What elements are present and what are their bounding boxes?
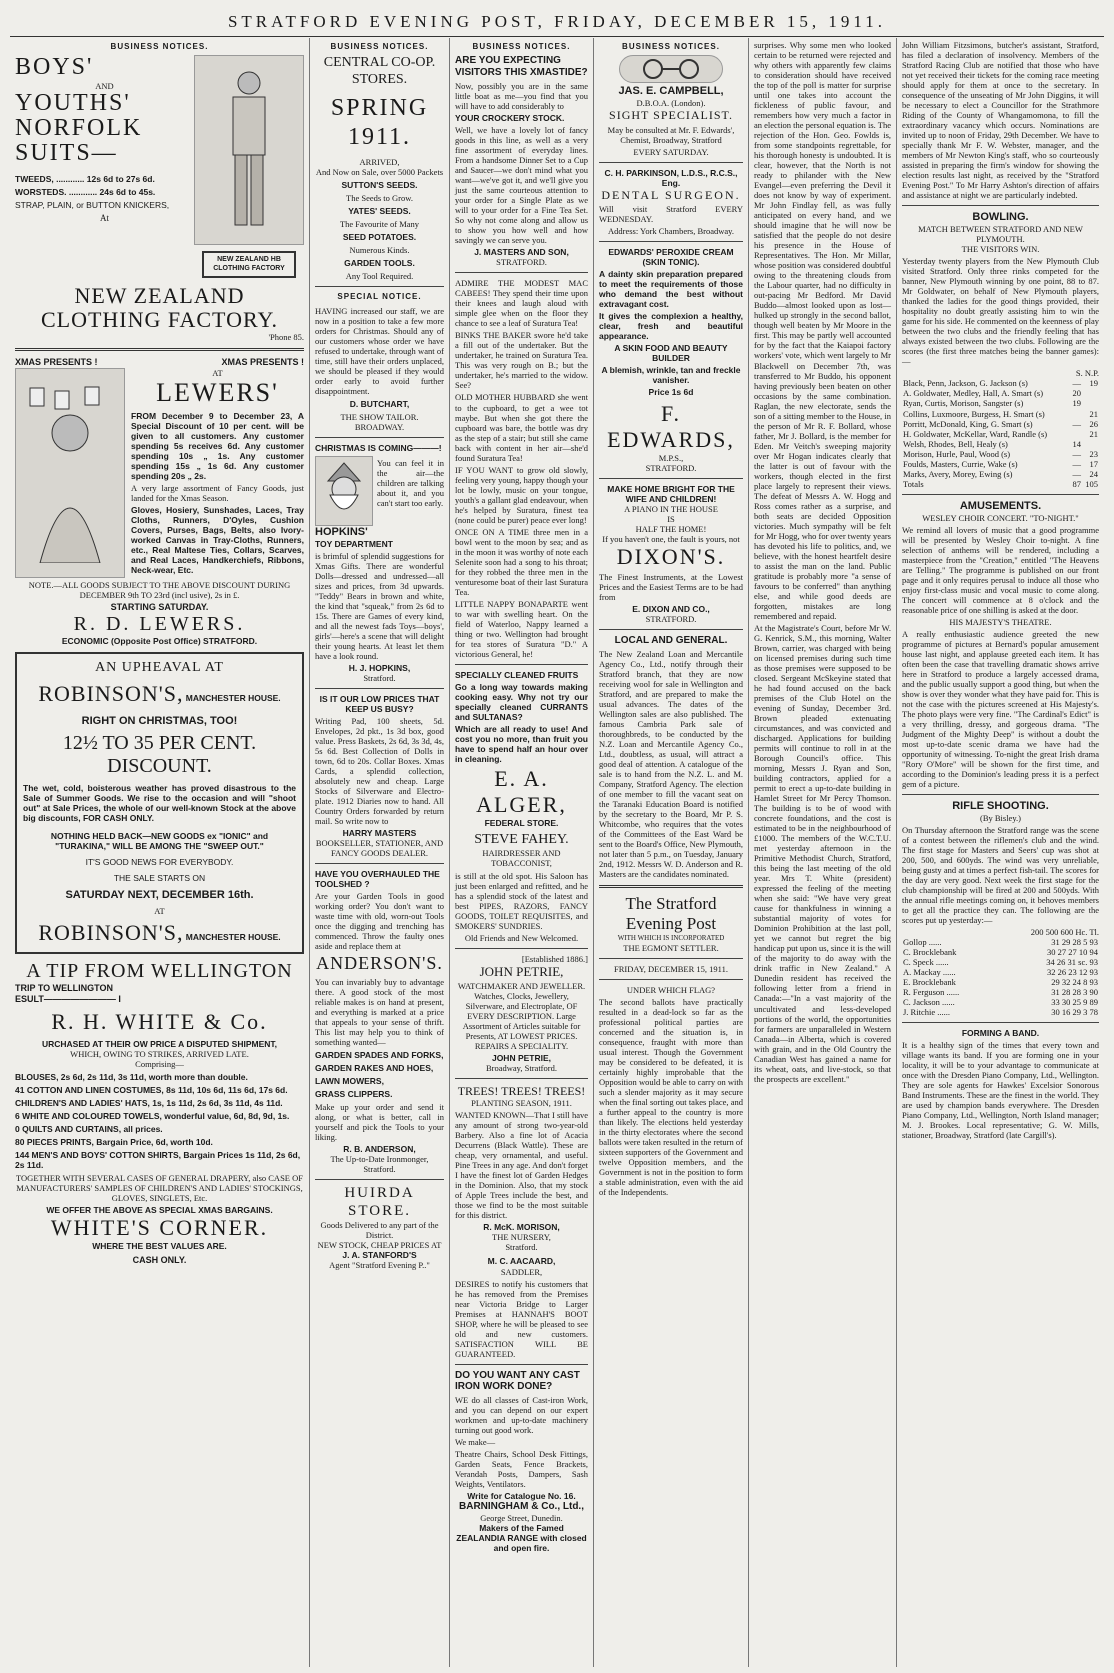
table-cell: 30 16 29 3 78	[1051, 1007, 1098, 1018]
list-item: 6 WHITE AND COLOURED TOWELS, wonderful value, 6d, 8d, 9d, 1s.	[15, 1110, 290, 1121]
economic-address: ECONOMIC (Opposite Post Office) STRATFORD.	[61, 636, 258, 647]
table-cell: A. Mackay ......	[903, 967, 956, 978]
table-cell: —	[1072, 458, 1082, 469]
cash-only: CASH ONLY.	[132, 1254, 187, 1265]
christmas-coming: CHRISTMAS IS COMING———!	[315, 442, 442, 453]
table-row	[902, 459, 1099, 469]
bowling-scores-table	[902, 378, 1099, 488]
editorial-text: The second ballots have practically resulted in a dead-lock so far as the professional political parties are concerned and the situation is, in consequence, fraught with more than usual interest. Though the Government may be considered to be defeated, it is certainly highly improbable that the Opposition would be able to carry on with such a slender majority as it may secure when the final sorting out takes place, and a further appeal to the country is more than likely. The elections held yesterday in the thirty electorates where the second ballots were taken resulted in the return of sixteen supporters of the Government and twelve Opposition members, and the Government is not in the position to form a stable administration, even with the aid of the Independents.	[599, 996, 743, 1197]
cleaned-fruits: SPECIALLY CLEANED FRUITS	[455, 669, 579, 680]
list-item: 41 COTTON AND LINEN COSTUMES, 8s 11d, 10s 6d, 11s 6d, 17s 6d.	[15, 1084, 288, 1095]
table-cell: 33 30 25 9 89	[1051, 997, 1098, 1008]
stratford: STRATFORD.	[496, 257, 547, 268]
mps: M.P.S.,	[658, 452, 684, 463]
long-way-text: Go a long way towards making cooking easy. Why not try our specially cleaned CURRANTS and SULTANAS?	[455, 681, 588, 722]
xmas-presents-label: XMAS PRESENTS !	[221, 357, 304, 368]
makers: Makers of the Famed ZEALANDIA RANGE with closed and open fire.	[456, 1523, 587, 1554]
dixon-co: E. DIXON AND CO.,	[632, 604, 710, 615]
ironmonger: The Up-to-Date Ironmonger,	[330, 1153, 429, 1164]
tea-ad: BINKS THE BAKER swore he'd take a fill out of the undertaker. But the undertaker, he trained on Suratura Tea. This was very rough on B.; but the undertaker, he's married to the widow. See?	[455, 330, 588, 391]
blemish-text: A blemish, wrinkle, tan and freckle vanisher.	[601, 365, 741, 386]
column-6	[897, 38, 1104, 1667]
ad-heading: SUITS—	[15, 140, 118, 167]
manchester-house: MANCHESTER HOUSE.	[185, 692, 281, 703]
table-row	[902, 977, 1099, 987]
favourite-text: The Favourite of Many	[339, 219, 420, 230]
garden-tools-text: Are your Garden Tools in good working order? You don't want to waste time with old, worn-out Tools once the digging and trenching has commenced. Throw the faulty ones aside and replace them at	[315, 891, 444, 952]
stratford: STRATFORD.	[645, 463, 697, 473]
rifle-scores-table	[902, 937, 1099, 1017]
broadway: BROADWAY.	[354, 421, 405, 432]
result-heading: ESULT———————— I	[15, 994, 121, 1005]
ad-price: TWEEDS, ............ 12s 6d to 27s 6d.	[15, 174, 155, 185]
new-stock-text: NEW STOCK, CHEAP PRICES AT	[317, 1240, 442, 1251]
bowling-heading: BOWLING.	[972, 211, 1029, 224]
table-cell: —	[1072, 378, 1082, 389]
old-stand-text: is still at the old spot. His Saloon has just been enlarged and refitted, and he has a splendid stock of the latest and best PIPES, RAZORS, FANCY GOODS, TOILET REQUISITES, and SMOKERS' SUNDRIES.	[455, 870, 588, 931]
rb-anderson: R. B. ANDERSON,	[343, 1143, 416, 1154]
well-text: Well, we have a lovely lot of fancy goods in this line, as well as a very fine assortment of everyday lines. From a handsome Dinner Set to a Cup and Saucer—we don't mind what you want—we've got it, and we'll give you just the same courteous attention to your order for a Single Plate as we will to your order for a Fine Tea Set. So why not come along and allow us to show you how well and how savingly we can serve you.	[455, 125, 588, 246]
overhauled-heading: HAVE YOU OVERHAULED THE TOOLSHED ?	[315, 869, 440, 890]
sale-starts: THE SALE STARTS ON	[113, 872, 206, 883]
john-petrie-title: JOHN PETRIE,	[479, 963, 564, 979]
xmas-presents-label: XMAS PRESENTS !	[15, 357, 98, 368]
table-cell: 26	[1089, 418, 1098, 429]
boy-illustration	[194, 55, 304, 245]
established: [Established 1886.]	[521, 953, 588, 964]
nursery: THE NURSERY,	[492, 1232, 551, 1243]
bowling-text: Yesterday twenty players from the New Plymouth Club visited Stratford. Only three rinks competed for the banner, New Plymouth winning by one point, 88 to 87. Mr Goldwater, on behalf of New Plymouth players, thanked the ladies for the good things provided, their hospitality no doubt greatly assisting him to win the game for his side. He commented on the keenness of play between the two clubs and the friendly feeling that has always existed between the two clubs. Following are the scores (the first three matches being the banner games):—	[902, 256, 1099, 367]
column-3	[450, 38, 594, 1667]
table-cell: 31 29 28 5 93	[1051, 937, 1098, 948]
ad-text: STRAP, PLAIN, or BUTTON KNICKERS,	[15, 200, 170, 211]
table-cell: A. Goldwater, Medley, Hall, A. Smart (s)	[903, 388, 1044, 399]
piano-text: A PIANO IN THE HOUSE	[624, 504, 718, 515]
table-cell: J. Ritchie ......	[903, 1007, 950, 1018]
bookseller: BOOKSELLER, STATIONER, AND FANCY GOODS DEALER.	[315, 838, 444, 859]
column-4	[594, 38, 749, 1667]
trees-heading: TREES! TREES! TREES!	[457, 1084, 586, 1099]
table-row	[902, 378, 1099, 388]
george-street: George Street, Dunedin.	[480, 1513, 563, 1524]
dental-surgeon: DENTAL SURGEON.	[601, 187, 741, 202]
table-cell: C. Brocklebank	[903, 947, 957, 958]
rifle-score-header: 200 500 600 Hc. Tl.	[1030, 927, 1099, 938]
table-cell: 21	[1089, 408, 1098, 419]
broadway: Broadway, Stratford.	[486, 1063, 557, 1074]
incorporated: WITH WHICH IS INCORPORATED	[617, 934, 725, 943]
special-notice-text: HAVING increased our staff, we are now in a position to take a few more orders for Christmas. Should any of our customers whose order we have refused to undertake, through want of time, still have their orders unplaced, we should be pleased if they would order early to avoid further disappointment.	[315, 305, 444, 396]
together-text: TOGETHER WITH SEVERAL CASES OF GENERAL DRAPERY, also CASE OF MANUFACTURERS' SAMPLES OF CHILDREN'S AND LADIES' STOCKINGS, GLOVES, SINGLETS, Etc.	[16, 1172, 303, 1203]
bowling-match: MATCH BETWEEN STRATFORD AND NEW PLYMOUTH.	[918, 224, 1083, 245]
spring-heading: SPRING 1911.	[330, 95, 429, 150]
make-up-text: Make up your order and send it along, or what is better, call in yourself and pick the Tools to your liking.	[315, 1101, 444, 1142]
section-header: BUSINESS NOTICES.	[110, 42, 209, 51]
list-item: GARDEN RAKES AND HOES,	[315, 1062, 434, 1073]
column-5	[749, 38, 897, 1667]
boy-figure-icon	[219, 65, 279, 235]
spectacles-icon	[631, 58, 711, 80]
crockery-heading: YOUR CROCKERY STOCK.	[455, 113, 565, 124]
steve-fahey: STEVE FAHEY.	[474, 831, 569, 847]
table-row	[902, 479, 1099, 489]
is-text: IS	[667, 514, 675, 525]
ready-text: Which are all ready to use! And cost you no more, than fruit you have to spend half an hour over in cleaning.	[455, 723, 588, 765]
dainty-text: A dainty skin preparation prepared to meet the requirements of those who demand the best without extravagant cost.	[599, 268, 743, 309]
table-cell: Black, Penn, Jackson, G. Jackson (s)	[903, 378, 1028, 389]
seeds-to-grow: The Seeds to Grow.	[346, 193, 413, 204]
nothing-held-back: NOTHING HELD BACK—NEW GOODS ex "IONIC" and "TURAKINA," WILL BE AMONG THE "SWEEP OUT."	[50, 830, 269, 851]
table-cell: 24	[1089, 468, 1098, 479]
table-cell: 14	[1072, 438, 1082, 449]
table-row	[902, 947, 1099, 957]
section-header: BUSINESS NOTICES.	[622, 42, 720, 51]
table-cell	[1070, 409, 1082, 419]
list-item: 144 MEN'S AND BOYS' COTTON SHIRTS, Bargain Prices 1s 11d, 2s 6d, 2s 11d.	[15, 1149, 301, 1170]
tip-heading: A TIP FROM WELLINGTON	[26, 959, 293, 982]
editorial-continued: surprises. Why some men who looked certain to be returned were rejected and why others with apparently few claims to consideration should have received the top of the poll is matter for surprise until one takes into account the fickleness of public favour, and remembers how very much a factor in an election the personal equation is. The rejection of the Hon. Geo. Fowlds is, from some standpoints regrettable, for his thorough honesty is undoubted. It is clear, however, that the North is not ready to philander with the New Evangel—even preferring the Devil it does not know by way of experiment. Mr John Findlay fell, as was fully anticipated on every hand, and we should imagine that he will now be satisfied that the people do not desire his presence in the House of Representatives. The Hon. Mr Millar, whose position was considered doubtful owing to the threatening clouds from the Labour quarter, had no difficulty in out-pacing Mr Bedford. Mr David Buddo—almost looked upon as lost—hulked up strongly in the second ballot, though well beaten by Mr Moore in the first. This may be partly well accounted for by the fact that the Kaiapoi factory workers' vote, which went largely to Mr Blackwell on December 7th, was transferred to Mr Buddo, his opponent having previously been beaten on other occasions by the same combination. Raglan, the new electorate, sends the son of a sitting member to the House, in the person of Mr R. F. Bollard, whose father, Mr J. Bollard, is the member for Eden. Mr Veitch's sweeping majority over Mr Hogan indicates clearly that the latter is out of favour with the workers, though elected in the first place largely to represent their views. The defeat of Messrs A. W. Hogg and Ross comes rather as a surprise, and both seats are decided Opposition victories. Much sympathy will be felt for Mr Hogg, who for over twenty years has devoted his life to politics, and, we believe, with the honest heartfelt desire to assist the man on the land. Public gratitude is probably more "a sense of favours to be conferred" than anything else, and while good deeds are forgotten, mistakes are long remembered and repaid.	[754, 40, 891, 621]
show-tailor: THE SHOW TAILOR.	[340, 411, 419, 422]
central-stores: CENTRAL CO-OP. STORES.	[323, 55, 436, 87]
aacaard: M. C. AACAARD,	[487, 1256, 556, 1267]
table-cell: 105	[1085, 478, 1098, 489]
hopkins: HOPKINS'	[315, 525, 368, 538]
discount-note: NOTE.—ALL GOODS SUBJECT TO THE ABOVE DISCOUNT DURING DECEMBER 9th TO 23rd (incl usive), 2s in £.	[28, 579, 291, 600]
owing-text: WHICH, OWING TO STRIKES, ARRIVED LATE.	[70, 1048, 249, 1059]
table-cell: 17	[1089, 458, 1098, 469]
wanted-text: WANTED KNOWN—That I still have any amount of strong two-year-old Barbery. Also a fine lot of Acacia Decurrens (Black Wattle). These are cheap, very ornamental, and useful. Pine Trees in any age. And don't forget I have the finest lot of Garden Hedges in the Dominion. Also, that my stock of Apple Trees include the best, and those we find to be the most suitable for this district.	[455, 1110, 588, 1221]
list-item: 0 QUILTS AND CURTAINS, all prices.	[15, 1123, 163, 1134]
section-header: BUSINESS NOTICES.	[472, 42, 571, 51]
boys-suits-ad	[15, 55, 304, 284]
table-cell: 20	[1072, 388, 1082, 399]
santa-icon	[322, 461, 366, 521]
best-values: WHERE THE BEST VALUES ARE.	[92, 1240, 227, 1251]
bisley: (By Bisley.)	[979, 812, 1021, 823]
table-cell: Welsh, Rhodes, Bell, Healy (s)	[903, 438, 1008, 449]
trip-heading: TRIP TO WELLINGTON	[15, 983, 114, 994]
table-row	[902, 388, 1099, 398]
table-cell	[1082, 398, 1099, 408]
skin-food: A SKIN FOOD AND BEAUTY BUILDER	[614, 343, 728, 364]
table-cell: 19	[1072, 398, 1082, 409]
finest-text: The Finest Instruments, at the Lowest Prices and the Easiest Terms are to be had from	[599, 572, 743, 603]
huirda-store: HUIRDA STORE.	[344, 1184, 415, 1219]
fault-text: If you haven't one, the fault is yours, not	[602, 534, 740, 545]
catalogue: Write for Catalogue No. 16.	[467, 1491, 576, 1502]
dboa: D.B.O.A. (London).	[636, 98, 706, 109]
edwards: F. EDWARDS,	[607, 401, 735, 453]
table-cell: Porritt, McDonald, King, G. Smart (s)	[903, 418, 1033, 429]
starting-saturday: STARTING SATURDAY.	[110, 601, 209, 612]
ad-heading: NORFOLK	[15, 114, 143, 141]
price: Price 1s 6d	[648, 387, 694, 398]
local-general-heading: LOCAL AND GENERAL.	[614, 635, 728, 647]
table-row	[902, 997, 1099, 1007]
writing-text: Writing Pad, 100 sheets, 5d. Envelopes, 2d pkt., 1s 3d box, good value. Press Baskets, 2s 6d, 3s 3d, 4s, 5s 6d. Best Collection of Dolls in town, 6d to 20s. Collar Boxes. Xmas Cards, a splendid collection, absolutely new and cheap. Large Stocks of Silverware and Electro-plate. 1912 Diaries now to hand. All Country Orders forwarded by return mail. So write now to	[315, 716, 444, 827]
butchart: D. BUTCHART,	[349, 398, 410, 409]
table-cell: —	[1072, 448, 1082, 459]
edition-date: FRIDAY, DECEMBER 15, 1911.	[614, 963, 728, 974]
advantage-text: You can invariably buy to advantage there. A good stock of the most reliable makes is on hand at present, and everything is marked at a price that appeals to your sense of thrift. This list may help you to think of something wanted—	[315, 976, 444, 1047]
tea-ad: ONCE ON A TIME three men in a bowl went to the moon by sea; and as in the moon it was worthy of note each Selenite soon had a song to his throat; for they robbed the three men in the venturesome boat of their last Suratura Tea.	[455, 526, 588, 597]
table-cell: E. Brocklebank	[903, 977, 956, 988]
woman-figure-icon	[25, 383, 115, 563]
make-text: We make—	[455, 1437, 496, 1448]
column-2	[310, 38, 450, 1667]
santa-illustration	[315, 456, 373, 526]
table-cell: Marks, Avery, Morey, Ewing (s)	[903, 468, 1013, 479]
table-row	[902, 1007, 1099, 1017]
robinsons-title: ROBINSON'S,	[38, 919, 184, 945]
lewers-ad	[15, 368, 304, 578]
table-row	[902, 429, 1099, 439]
home-heading: MAKE HOME BRIGHT FOR THE WIFE AND CHILDREN!	[607, 484, 735, 505]
rd-lewers: R. D. LEWERS.	[73, 612, 246, 635]
masters-and-son: J. MASTERS AND SON,	[474, 247, 569, 258]
arrived-text: ARRIVED,	[359, 157, 400, 168]
purchased-text: URCHASED AT THEIR OW PRICE A DISPUTED SHIPMENT,	[41, 1038, 278, 1049]
barningham: BARNINGHAM & Co., Ltd.,	[459, 1501, 584, 1513]
table-cell: Gollop ......	[903, 937, 942, 948]
tea-ad: LITTLE NAPPY BONAPARTE went to war with swelling heart. On the field of Waterloo, Nappy learned a thing or two. Wellington had brought for tea stores of Suratura "D." A victorious General, he!	[455, 598, 588, 659]
table-cell: Totals	[903, 478, 924, 489]
alger: E. A. ALGER,	[476, 766, 567, 817]
toy-department: TOY DEPARTMENT	[315, 538, 393, 549]
post-title: The Stratford Evening Post	[625, 894, 717, 934]
table-row	[902, 469, 1099, 479]
suttons-seeds: SUTTON'S SEEDS.	[341, 180, 418, 191]
at-label: AT	[212, 367, 223, 378]
visit-text: Will visit Stratford EVERY WEDNESDAY.	[599, 203, 743, 224]
we-do-text: WE do all classes of Cast-iron Work, and you can depend on our expert workmen and up-to-date machinery turning out good work.	[455, 1395, 588, 1436]
band-text: It is a healthy sign of the times that every town and village wants its band. If you are forming one in your locality, it will be to your advantage to communicate at once with the Dresden Piano Company, Ltd., Wellington. They are sole agents for Hawkes' Excelsior Sonorous Band Instruments. These are the finest in the world. They are used by champion bands everywhere. The Dresden Piano Company, Ltd., Wellington, North Island manager; M. J. Brookes. Local representative; G. W. Mills, stationer, Broadway, Stratford (late Cargill's).	[902, 1040, 1099, 1141]
cast-iron-heading: DO YOU WANT ANY CAST IRON WORK DONE?	[455, 1369, 580, 1393]
table-row	[902, 967, 1099, 977]
watchmaker-text: WATCHMAKER AND JEWELLER. Watches, Clocks, Jewellery, Silverware, and Electroplate, OF EVERY DESCRIPTION. Large Assortment of Articles suitable for Presents, AT LOWEST PRICES. REPAIRS A SPECIALITY.	[457, 980, 586, 1052]
desires-text: DESIRES to notify his customers that he has removed from the Premises near Victoria Bridge to Larger Premises at HANNAH'S BOOT SHOP, where he will be pleased to see old and new customers. SATISFACTION WILL BE GUARANTEED.	[455, 1278, 588, 1359]
robinsons-ad	[15, 652, 304, 954]
table-row	[902, 398, 1099, 408]
wet-weather-text: The wet, cold, boisterous weather has proved disastrous to the Sale of Summer Goods. We rise to the occasion and will "shoot out" at Sale Prices, the whole of our well-known Stock at the above big discounts, FOR CASH ONLY.	[23, 782, 296, 823]
column-1	[10, 38, 310, 1667]
right-on-christmas: RIGHT ON CHRISTMAS, TOO!	[81, 714, 238, 727]
list-item: LAWN MOWERS,	[315, 1075, 384, 1086]
sight-specialist: SIGHT SPECIALIST.	[609, 108, 733, 123]
stratford: Stratford.	[505, 1242, 538, 1253]
campbell: JAS. E. CAMPBELL,	[618, 85, 724, 98]
table-cell: —	[1072, 418, 1082, 429]
numerous-kinds: Numerous Kinds.	[349, 245, 410, 256]
nz-clothing-factory: NEW ZEALAND CLOTHING FACTORY.	[40, 282, 279, 333]
list-item: 80 PIECES PRINTS, Bargain Price, 6d, worth 10d.	[15, 1136, 213, 1147]
majesty-heading: HIS MAJESTY'S THEATRE.	[949, 616, 1052, 627]
now-text: Now, possibly you are in the same little boat as me—you find that you will have to add considerably to	[455, 81, 588, 112]
hb-logo: NEW ZEALAND HB CLOTHING FACTORY	[202, 251, 296, 278]
list-item: GRASS CLIPPERS.	[315, 1088, 393, 1099]
woman-with-cards-illustration	[15, 368, 125, 578]
saddler: SADDLER,	[500, 1266, 543, 1277]
yates-seeds: YATES' SEEDS.	[348, 206, 411, 217]
table-cell: —	[1072, 468, 1082, 479]
table-cell: H. Goldwater, McKellar, Ward, Randle (s)	[903, 428, 1048, 439]
hairdresser: HAIRDRESSER AND TOBACCONIST,	[482, 848, 561, 869]
consulted-text: May be consulted at Mr. F. Edwards', Chemist, Broadway, Stratford	[607, 124, 735, 145]
table-cell: Ryan, Curtis, Morison, Sangster (s)	[903, 398, 1024, 409]
low-prices-heading: IS IT OUR LOW PRICES THAT KEEP US BUSY?	[319, 694, 440, 715]
masthead: STRATFORD EVENING POST, FRIDAY, DECEMBER 15, 1911.	[10, 6, 1104, 37]
every-saturday: EVERY SATURDAY.	[633, 146, 709, 157]
stanford: J. A. STANFORD'S	[342, 1250, 417, 1261]
band-heading: FORMING A BAND.	[961, 1028, 1040, 1039]
parkinson: C. H. PARKINSON, L.D.S., R.C.S., Eng.	[604, 167, 738, 188]
toy-text: is brimful of splendid suggestions for Xmas Gifts. There are wonderful Dolls—dressed and undressed—all sizes and prices, from 3d upwards. "Teddy" Bears in brown and white, the kind that "squeak," from 2s 6d to 15s. There are Games of every kind, and all the newest fads Toys—boys', girls'—here's a scene that will delight their young hearts. At least let them have a look round.	[315, 550, 444, 662]
dixons: DIXON'S.	[616, 544, 726, 570]
goods-list: Gloves, Hosiery, Sunshades, Laces, Tray Cloths, Runners, D'Oyles, Cushion Covers, Purses, Bags, Belts, also Ivory-worked Canvas in Tray-Cloths, Runners, etc., Real Maltese Ties, Collars, Scarves, and Real Laces, Handkerchiefs, Ribbons, Neck-wear, Etc.	[131, 504, 304, 575]
rifle-heading: RIFLE SHOOTING.	[952, 800, 1049, 813]
table-cell: 31 28 28 3 90	[1051, 987, 1098, 998]
phone-number: 'Phone 85.	[268, 332, 304, 343]
table-cell: 21	[1089, 428, 1098, 439]
table-cell: Collins, Luxmoore, Burgess, H. Smart (s)	[903, 408, 1045, 419]
delivered-text: Goods Delivered to any part of the District.	[320, 1220, 439, 1241]
planting-season: PLANTING SEASON, 1911.	[471, 1098, 572, 1109]
manchester-house: MANCHESTER HOUSE.	[185, 931, 281, 942]
ad-heading: YOUTHS'	[15, 89, 131, 116]
table-cell: 23	[1089, 448, 1098, 459]
wesley-text: We remind all lovers of music that a good programme will be presented by Wesley Choir to-night. A fine selection of anthems will be rendered, including a masterpiece from the "Creation," entitled "The Heavens are Telling." The programme is published on our front page and it only requires perusal to induce all those who enjoy first-class music and vocal music to come along. The concert will commence at 8 o'clock and the reasonable price of one shilling is asked at the door.	[902, 524, 1099, 615]
rifle-text: On Thursday afternoon the Stratford range was the scene of a contest between the riflemen's club and the wind. The first stage for Masters and Seers' cup was shot at 200, 500, and 600yds. The wind was very unreliable, being gusty and at times a perfect fish-tail. The scores for the day are very good. Next week the first stage for the club championship will be fired at 200 and 500yds. With the annual rifle meetings coming on, it behoves members to get all the practice they can. The following are the scores put up yesterday:—	[902, 825, 1099, 926]
at-label: AT	[154, 905, 165, 916]
table-row	[902, 439, 1099, 449]
list-item: BLOUSES, 2s 6d, 2s 11d, 3s 11d, worth more than double.	[15, 1071, 248, 1082]
hj-hopkins: H. J. HOPKINS,	[348, 663, 411, 674]
majesty-text: A really enthusiastic audience greeted the new programme of pictures at Bernard's popular amusement house last night, and applause greeted each item. It has often been the case that travelling dramatic shows arrive here in Stratford to produce a largely accessed drama, and the public usually support a good thing, but when the show is over they wonder what they have paid for. This is not the case with the pictures screened at His Majesty's. The photo plays were very fine. "The Cardinal's Edict" is a very thrilling, dressy, and gorgeous drama. "The Judgment of the Mighty Deep" is without a doubt the most up-to-date scenic drama we have had the opportunity of witnessing. To-night the great Irish drama "Rory O'More" will be shown for the first time, and according to the Dominion's leading press it is a perfect gem of a picture.	[902, 628, 1099, 789]
stratford: Stratford.	[363, 1163, 396, 1174]
score-header: S. N.P.	[1075, 368, 1099, 379]
table-cell: 87	[1072, 478, 1082, 489]
amusements-heading: AMUSEMENTS.	[959, 499, 1042, 512]
seed-potatoes: SEED POTATOES.	[342, 232, 417, 243]
robinsons-title: ROBINSON'S,	[38, 680, 184, 706]
visitors-win: THE VISITORS WIN.	[961, 244, 1040, 255]
ad-price: WORSTEDS. ............ 24s 6d to 45s.	[15, 187, 156, 198]
ad-text: At	[100, 213, 109, 224]
table-cell	[1082, 388, 1099, 398]
federal-store: FEDERAL STORE.	[484, 817, 559, 828]
table-row	[902, 419, 1099, 429]
fancy-goods-text: A very large assortment of Fancy Goods, just landed for the Xmas Season.	[131, 482, 304, 503]
garden-tools: GARDEN TOOLS.	[344, 258, 415, 269]
table-cell: 29 32 24 8 93	[1051, 977, 1098, 988]
whites-corner: WHITE'S CORNER.	[50, 1214, 269, 1240]
saturday-next: SATURDAY NEXT, DECEMBER 16th.	[65, 888, 254, 901]
table-cell: R. Ferguson ......	[903, 987, 960, 998]
xmas-row	[15, 357, 304, 368]
tea-ad: IF YOU WANT to grow old slowly, feeling very young, happy though your lot be lowly, music on your tongue, youth's a gallant glad endeavour, when he's helped by Suratura, finest tea (none could be purer) peace ever long!	[455, 464, 588, 525]
lewers-title: LEWERS'	[156, 377, 279, 407]
theatre-text: Theatre Chairs, School Desk Fittings, Garden Seats, Fence Brackets, Verandah Posts, Dampers, Sash Weights, Ventilators.	[455, 1449, 588, 1490]
table-cell	[1082, 439, 1099, 449]
morison: R. McK. MORISON,	[483, 1222, 560, 1233]
old-friends: Old Friends and New Welcomed.	[464, 932, 579, 943]
table-cell: 32 26 23 12 93	[1047, 967, 1098, 978]
table-row	[902, 957, 1099, 967]
tea-ad: ADMIRE THE MODEST MAC CABEES! They spend their time upon their knees and laugh aloud with simple glee when on the floor they chance to see a leaf of Suratura Tea!	[455, 278, 588, 329]
peroxide-heading: EDWARDS' PEROXIDE CREAM (SKIN TONIC).	[608, 246, 734, 267]
discount-range: 12½ TO 35 PER CENT. DISCOUNT.	[62, 731, 257, 778]
wesley-heading: WESLEY CHOIR CONCERT. "TO-NIGHT."	[922, 512, 1079, 523]
special-notice-heading: SPECIAL NOTICE.	[337, 292, 422, 302]
table-row	[902, 937, 1099, 947]
rh-white-title: R. H. WHITE & Co.	[51, 1008, 268, 1034]
table-cell: 19	[1089, 378, 1098, 389]
list-item: CHILDREN'S AND LADIES' HATS, 1s, 1s 11d, 2s 6d, 3s 11d, 4s 11d.	[15, 1097, 283, 1108]
table-row	[902, 987, 1099, 997]
john-petrie: JOHN PETRIE,	[491, 1053, 552, 1064]
tea-ad: OLD MOTHER HUBBARD she went to the cupboard, to get a wee tot maybe. But when she got there the cupboard was bare, the bottle was dry as the step of a stair; but still she came back with content in her air—she'd found Suratura Tea!	[455, 392, 588, 463]
section-header: BUSINESS NOTICES.	[330, 42, 429, 51]
feel-it-text: You can feel it in the air—the children are talking about it, and you can't start too early.	[377, 457, 444, 508]
comprising-text: Comprising—	[135, 1058, 184, 1069]
spectacles-illustration	[619, 55, 723, 83]
table-cell: 34 26 31 sc. 93	[1046, 957, 1098, 968]
ad-heading: BOYS'	[15, 54, 94, 81]
discount-text: FROM December 9 to December 23, A Special Discount of 10 per cent. will be given to all customers. Any customer spending 5s receives 6d. Any customer spending 10s „ 1s. Any customer spending 15s „ 1s 6d. Any customer spending 20s „ 2s.	[131, 410, 304, 481]
offer-text: WE OFFER THE ABOVE AS SPECIAL XMAS BARGAINS.	[46, 1204, 273, 1215]
table-row	[902, 409, 1099, 419]
andersons: ANDERSON'S.	[316, 953, 443, 974]
table-cell	[1070, 429, 1082, 439]
ad-text: AND	[95, 80, 114, 91]
white-items-list	[15, 1072, 304, 1170]
editorial-heading: UNDER WHICH FLAG?	[626, 984, 716, 995]
address: Address: York Chambers, Broadway.	[608, 225, 734, 236]
egmont-settler: THE EGMONT SETTLER.	[623, 942, 719, 953]
local-news-text: At the Magistrate's Court, before Mr W. G. Kenrick, S.M., this morning, Walter Brown, carrier, was charged with being on licensed premises during such time as those premises were supposed to be closed. Sergeant McSkeyine stated that he had found accused on the back premises of the Club Hotel on the evening of Sunday, December 3rd. Brown pleaded extenuating circumstances, and was convicted and discharged. Applications for building permits will continue to roll in at the Borough Council's office. This morning, Messrs J. Ryan and Son, building contractors, applied for a permit to erect a up-to-date building in Hamlet Street for Mr Percy Thomson. The building is to be of wood with concrete foundations, and the cost is estimated to be in the neighbourhood of £1000. The members of the W.C.T.U. met yesterday afternoon in the Primitive Methodist Church, Stratford, this being the last meeting of the old year. Mrs T. White (president) expressed the feeling of the meeting when she said: "We have very great cause for thankfulness in winning a substantial majority of votes for Dominion Prohibition at the last poll, yet we cannot but regret the big handicap put upon us, since it is the will of the majority to do away with the drink traffic in New Zealand." A Dunedin resident has received the following letter from a friend in Canada:—"In a vast majority of the uncultivated and less-developed portions of the world, the opportunities for farmers are unparalleled in Western Canada—in Alberta, which is covered with grain, and in the Old Country the Canadian West has gained a name for its wheat, oats, and live-stock, so that the prospects are excellent."	[754, 622, 891, 1084]
stratford: Stratford.	[363, 673, 396, 684]
stratford: STRATFORD.	[645, 614, 697, 625]
harry-masters: HARRY MASTERS	[342, 828, 417, 839]
table-row	[902, 449, 1099, 459]
local-news-top: John William Fitzsimons, butcher's assistant, Stratford, has filed a declaration of insolvency. Members of the Stratford Racing Club are notified that those who have not yet received their tickets for the coming race meeting should apply for them at once to the secretary. In consequence of the unseating of Mr John Diggins, it will be necessary to elect a Councillor for the Strathmore Riding of the County of Whangamomona, to fill the extraordinary vacancy which occurs. Nominations are invited up to noon of Friday, 29th December. We have to specially thank Mr F. W. Webster, manager, and the members of Mr Newton King's staff, who so courteously assisted in preparing the firm's window for showing the election results last night, as received by the "Stratford Evening Post." To Mr Harry Ashton's direction of affairs and assistance at night we are particularly indebted.	[902, 40, 1099, 201]
table-cell: C. Jackson ......	[903, 997, 955, 1008]
agent: Agent "Stratford Evening P.."	[329, 1260, 430, 1271]
local-text: The New Zealand Loan and Mercantile Agency Co., Ltd., notify through their Stratford branch, that they are now receiving wool for sale in Wellington and Stratford, and are prepared to make the usual advances. The dates of the Wellington sales are also published. The famous Cambria Park sale of thoroughbreds, to be conducted by the N.Z. Loan and Mercantile Agency Co., Ltd., doubtless, as usual, will attract a good deal of attention. A catalogue of the sale is to hand from the N.Z. L. and M. Company, Stratford Agency. The election of one member to fill the vacant seat on the Taranaki Education Board is notified by the secretary to the Board, Mr P. S. Whitcombe, who requires that the votes of the Committees of the East Ward be sent to the Board's Office, New Plymouth, not later than 5 p.m., on Tuesday, January 2nd, 1912. Messrs W. D. Anderson and R. Masters are the candidates nominated.	[599, 648, 743, 880]
table-cell: C. Speck ......	[903, 957, 949, 968]
table-cell: Morison, Hurle, Paul, Wood (s)	[903, 448, 1011, 459]
table-cell: 30 27 27 10 94	[1047, 947, 1098, 958]
half-home: HALF THE HOME!	[635, 524, 707, 535]
good-news: IT'S GOOD NEWS FOR EVERYBODY.	[85, 856, 234, 867]
table-cell: Foulds, Masters, Currie, Wake (s)	[903, 458, 1018, 469]
complexion-text: It gives the complexion a healthy, clear, fresh and beautiful appearance.	[599, 310, 743, 341]
packets-text: And Now on Sale, over 5000 Packets	[315, 167, 444, 178]
any-tool: Any Tool Required.	[345, 271, 414, 282]
upheaval-heading: AN UPHEAVAL AT	[95, 660, 224, 676]
expecting-heading: ARE YOU EXPECTING VISITORS THIS XMASTIDE?	[455, 55, 588, 79]
columns	[10, 38, 1104, 1667]
list-item: GARDEN SPADES AND FORKS,	[315, 1049, 444, 1060]
